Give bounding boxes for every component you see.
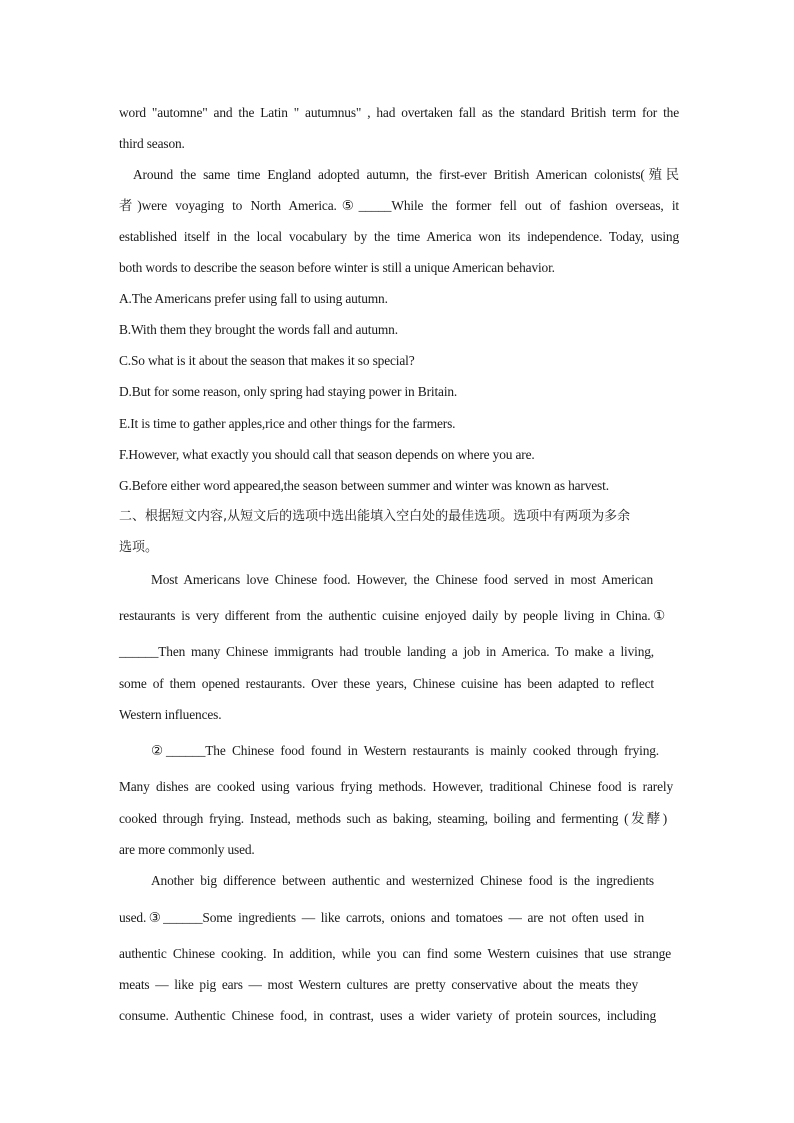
section2-instruction-line-2: 选项。 — [119, 540, 159, 555]
passage2-line-8: cooked through frying. Instead, methods such as baking, steaming, boiling and fermenting (发酵) — [119, 811, 667, 826]
passage2-line-13: meats — like pig ears — most Western cultures are pretty conservative about the meats they — [119, 977, 638, 992]
passage1-line-1: word "automne" and the Latin " autumnus" , had overtaken fall as the standard British term for the — [119, 105, 679, 120]
passage2-line-5: Western influences. — [119, 707, 222, 722]
passage2-line-4: some of them opened restaurants. Over these years, Chinese cuisine has been adapted to reflect — [119, 676, 654, 691]
passage1-line-2: third season. — [119, 136, 185, 151]
passage2-line-11: used.③______Some ingredients — like carrots, onions and tomatoes — are not often used in — [119, 910, 644, 925]
option-d: D.But for some reason, only spring had staying power in Britain. — [119, 384, 458, 399]
passage1-line-5: established itself in the local vocabulary by the time America won its independence. Today, using — [119, 229, 679, 244]
passage1-line-4: 者)were voyaging to North America.⑤_____While the former fell out of fashion overseas, it — [119, 198, 679, 213]
passage2-line-7: Many dishes are cooked using various frying methods. However, traditional Chinese food is rarely — [119, 779, 673, 794]
option-b: B.With them they brought the words fall and autumn. — [119, 322, 398, 337]
section2-instruction-line-1: 二、根据短文内容,从短文后的选项中选出能填入空白处的最佳选项。选项中有两项为多余 — [119, 509, 631, 524]
option-c: C.So what is it about the season that makes it so special? — [119, 353, 415, 368]
passage2-line-12: authentic Chinese cooking. In addition, while you can find some Western cuisines that use strange — [119, 946, 671, 961]
option-f: F.However, what exactly you should call that season depends on where you are. — [119, 447, 535, 462]
passage2-line-2: restaurants is very different from the authentic cuisine enjoyed daily by people living in China.① — [119, 608, 665, 623]
passage2-line-1: Most Americans love Chinese food. However, the Chinese food served in most American — [151, 572, 653, 587]
passage1-line-6: both words to describe the season before winter is still a unique American behavior. — [119, 260, 555, 275]
passage2-line-10: Another big difference between authentic and westernized Chinese food is the ingredients — [151, 873, 654, 888]
option-e: E.It is time to gather apples,rice and other things for the farmers. — [119, 416, 456, 431]
option-a: A.The Americans prefer using fall to using autumn. — [119, 291, 388, 306]
passage2-line-3: ______Then many Chinese immigrants had trouble landing a job in America. To make a living, — [119, 644, 654, 659]
passage2-line-14: consume. Authentic Chinese food, in contrast, uses a wider variety of protein sources, including — [119, 1008, 656, 1023]
passage1-line-3: Around the same time England adopted autumn, the first-ever British American colonists(殖民 — [133, 167, 679, 182]
passage2-line-9: are more commonly used. — [119, 842, 255, 857]
passage2-line-6: ②______The Chinese food found in Western restaurants is mainly cooked through frying. — [151, 743, 659, 758]
option-g: G.Before either word appeared,the season between summer and winter was known as harvest. — [119, 478, 609, 493]
